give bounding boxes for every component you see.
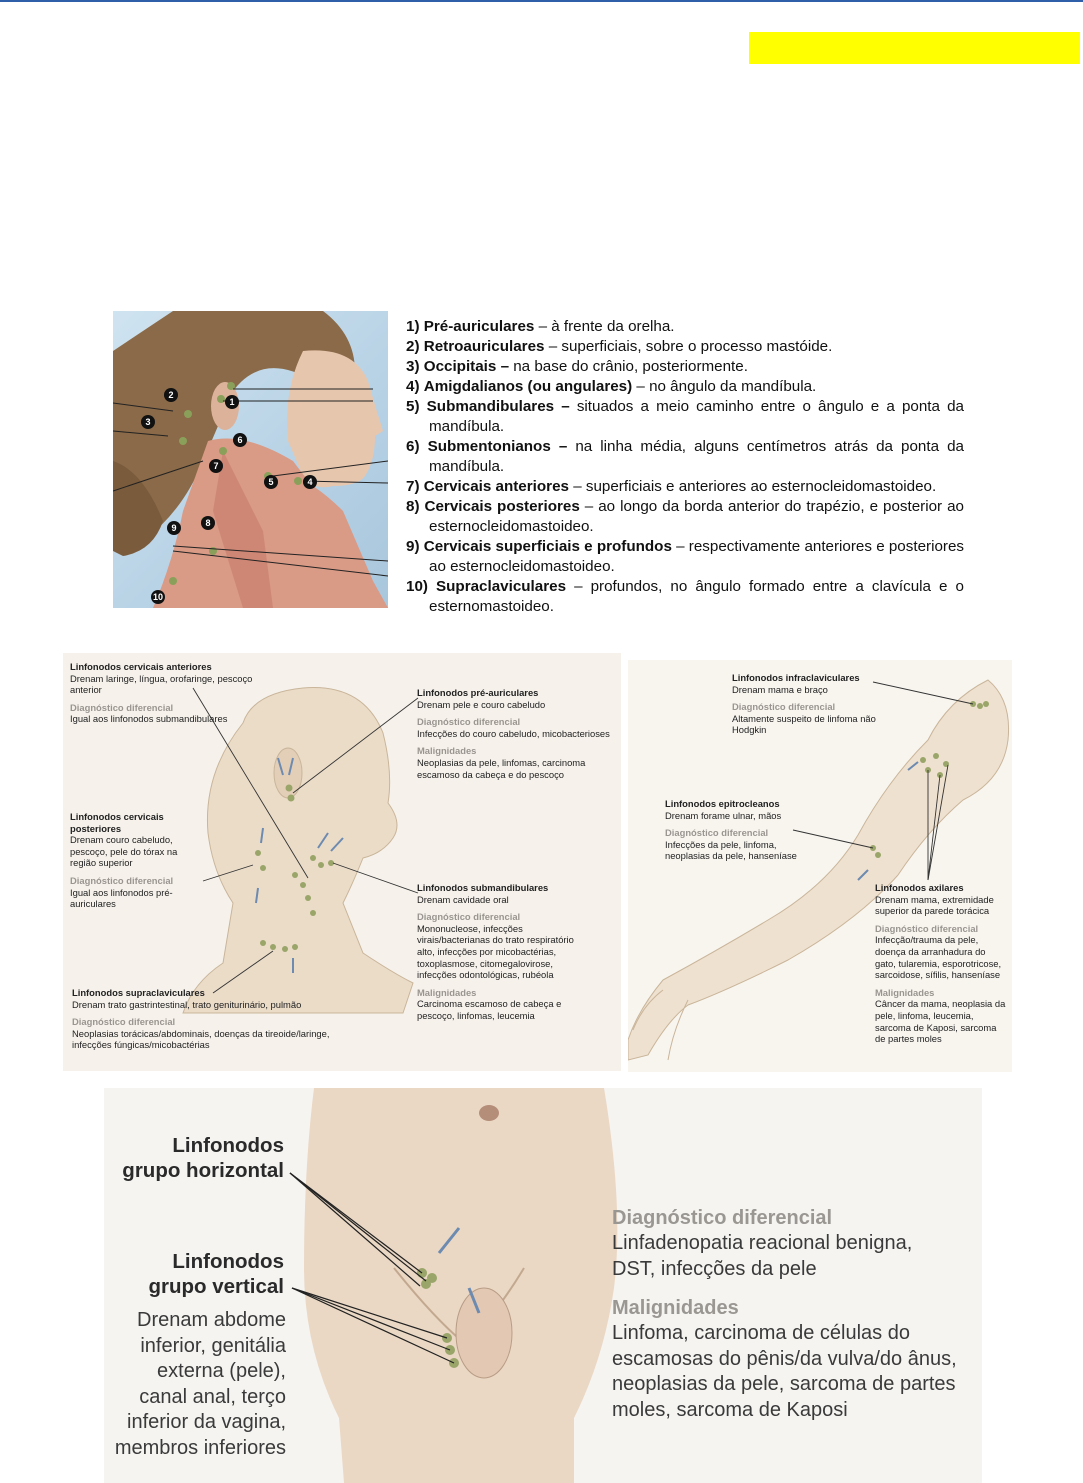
head-neck-illustration — [63, 653, 621, 1071]
photo-number-1: 1 — [229, 397, 235, 407]
groin-diagnosis: Diagnóstico diferencial Linfadenopatia reacional benigna, DST, infecções da pele Malignidades Linfoma, carcinoma de células do escamosas do pênis/da vulva/do ânus, neoplasias da pele, sarcoma de partes moles, sarcoma de Kaposi — [612, 1207, 957, 1421]
head-photo — [113, 311, 388, 608]
top-rule — [0, 0, 1083, 2]
photo-number-6: 6 — [237, 435, 243, 445]
list-item: 2) Retroauriculares – superficiais, sobre o processo mastóide. — [406, 338, 833, 355]
list-item: 5) Submandibulares – situados a meio caminho entre o ângulo e a ponta da mandíbula. — [406, 398, 964, 435]
label-submandibulares: Linfonodos submandibulares Drenam cavidade oral Diagnóstico diferencial Mononucleose, infecções virais/bacterianas do trato respiratório alto, infecções por micobactérias, toxoplasmose, citomegalovirose, infecções odontológicas, rubéola Malignidades Carcinoma escamoso de cabeça e pescoço, linfomas, leucemia — [417, 882, 574, 1021]
label-pre-auriculares: Linfonodos pré-auriculares Drenam pele e couro cabeludo Diagnóstico diferencial Infecções do couro cabeludo, micobacterioses Malignidades Neoplasias da pele, linfomas, carcinoma escamoso da cabeça e do pescoço — [417, 687, 610, 780]
photo-number-10: 10 — [152, 592, 164, 602]
list-item: 7) Cervicais anteriores – superficiais e anteriores ao esternocleidomastoideo. — [406, 478, 937, 495]
list-item: 1) Pré-auriculares – à frente da orelha. — [406, 318, 675, 335]
photo-number-9: 9 — [171, 523, 177, 533]
groin-illustration — [104, 1088, 982, 1483]
groin-vertical-drain: Drenam abdome inferior, genitália externa (pele), canal anal, terço inferior da vagina, membros inferiores — [114, 1309, 286, 1459]
label-infraclaviculares: Linfonodos infraclaviculares Drenam mama e braço Diagnóstico diferencial Altamente suspeito de linfoma não Hodgkin — [732, 672, 876, 736]
yellow-highlight-bar — [749, 32, 1080, 64]
label-epitrocleanos: Linfonodos epitrocleanos Drenam forame ulnar, mãos Diagnóstico diferencial Infecções da pele, linfoma, neoplasias da pele, hanseníase — [665, 798, 797, 862]
groin-horizontal-title: Linfonodos grupo horizontal — [122, 1134, 284, 1182]
photo-number-8: 8 — [205, 518, 211, 528]
head-photo-drawing — [113, 311, 388, 608]
label-axilares: Linfonodos axilares Drenam mama, extremidade superior da parede torácica Diagnóstico diferencial Infecção/trauma da pele, doença da arranhadura do gato, tularemia, esporotricose, sarcoidose, sífilis, hanseníase Malignidades Câncer da mama, neoplasia da pele, linfoma, leucemia, sarcoma de Kaposi, sarcoma de partes moles — [875, 882, 1006, 1045]
list-item: 8) Cervicais posteriores – ao longo da borda anterior do trapézio, e posterior ao esternocleidomastoideo. — [406, 498, 964, 535]
photo-number-3: 3 — [145, 417, 151, 427]
lymph-node-list — [406, 317, 964, 617]
photo-number-4: 4 — [307, 477, 313, 487]
label-supraclaviculares: Linfonodos supraclaviculares Drenam trato gastrintestinal, trato geniturinário, pulmão Diagnóstico diferencial Neoplasias torácicas/abdominais, doenças da tireoide/laringe, infecções fúngicas/micobactérias — [72, 987, 330, 1051]
list-item: 10) Supraclaviculares – profundos, no ângulo formado entre a clavícula e o esternomastoideo. — [406, 578, 964, 615]
groin-vertical-title: Linfonodos grupo vertical — [148, 1250, 284, 1298]
list-item: 3) Occipitais – na base do crânio, posteriormente. — [406, 358, 748, 375]
label-cervical-posteriores: Linfonodos cervicais posteriores Drenam couro cabeludo, pescoço, pele do tórax na região superior Diagnóstico diferencial Igual aos linfonodos pré-auriculares — [70, 811, 178, 910]
list-item: 9) Cervicais superficiais e profundos – respectivamente anteriores e posteriores ao esternocleidomastoideo. — [406, 538, 964, 575]
arm-illustration — [628, 660, 1012, 1072]
photo-number-2: 2 — [168, 390, 174, 400]
list-item: 4) Amigdalianos (ou angulares) – no ângulo da mandíbula. — [406, 378, 817, 395]
label-cervical-anteriores: Linfonodos cervicais anteriores Drenam laringe, língua, orofaringe, pescoço anterior Diagnóstico diferencial Igual aos linfonodos submandibulares — [70, 661, 253, 725]
photo-number-5: 5 — [268, 477, 274, 487]
photo-number-7: 7 — [213, 461, 219, 471]
list-item: 6) Submentonianos – na linha média, alguns centímetros atrás da ponta da mandíbula. — [406, 438, 964, 475]
